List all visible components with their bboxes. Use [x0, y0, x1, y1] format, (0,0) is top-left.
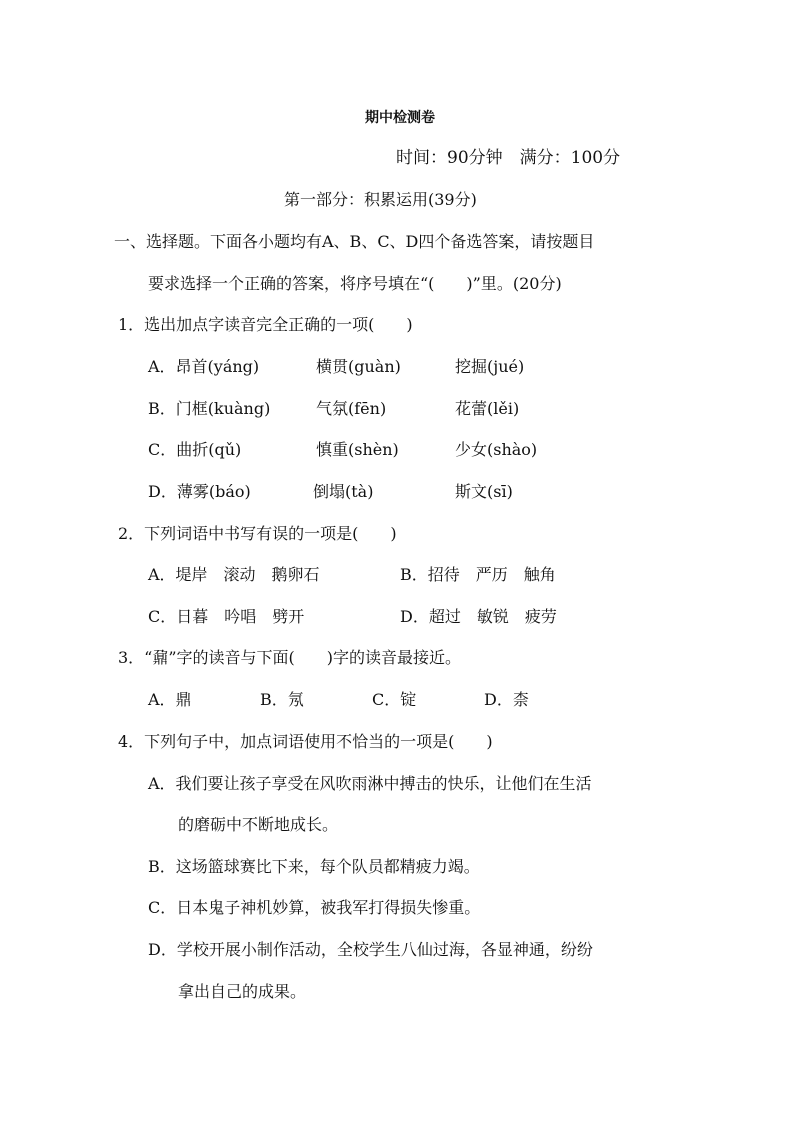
q3-option-c: C．锭: [372, 690, 417, 709]
section-instruction-line1: 一、选择题。下面各小题均有A、B、C、D四个备选答案，请按题目: [114, 232, 595, 251]
page-title: 期中检测卷: [365, 110, 435, 126]
question-3-stem: 3．“鼐”字的读音与下面( )字的读音最接近。: [118, 648, 462, 667]
q2-option-c: C．日暮 吟唱 劈开: [148, 607, 305, 626]
question-2-stem: 2．下列词语中书写有误的一项是( ): [118, 524, 397, 543]
q3-option-a: A．鼎: [148, 690, 192, 709]
q1-option-d-word2: 倒塌(tà): [313, 482, 374, 501]
question-1-stem: 1．选出加点字读音完全正确的一项( ): [118, 315, 413, 334]
section-instruction-line2: 要求选择一个正确的答案，将序号填在“( )”里。(20分): [148, 274, 562, 293]
question-4-stem: 4．下列句子中，加点词语使用不恰当的一项是( ): [118, 732, 493, 751]
q4-option-d-line2: 拿出自己的成果。: [178, 982, 307, 1001]
q1-option-b-word3: 花蕾(lěi): [455, 399, 520, 418]
part-heading: 第一部分：积累运用(39分): [284, 190, 477, 209]
q1-option-c-word3: 少女(shào): [455, 440, 538, 459]
q1-option-b-word2: 气氛(fēn): [316, 399, 387, 418]
q3-option-b: B．氖: [260, 690, 304, 709]
q1-option-d-word3: 斯文(sī): [455, 482, 513, 501]
q1-option-d-word1: D．薄雾(báo): [148, 482, 251, 501]
q1-option-a-word1: A．昂首(yáng): [148, 357, 260, 376]
q1-option-a-word2: 横贯(guàn): [316, 357, 401, 376]
q1-option-b-word1: B．门框(kuàng): [148, 399, 271, 418]
q4-option-a-line2: 的磨砺中不断地成长。: [178, 815, 339, 834]
time-info: 时间：90分钟 满分：100分: [396, 148, 621, 168]
q1-option-a-word3: 挖掘(jué): [455, 357, 525, 376]
q1-option-c-word1: C．曲折(qǔ): [148, 440, 242, 459]
q4-option-c: C．日本鬼子神机妙算，被我军打得损失惨重。: [148, 898, 481, 917]
q2-option-a: A．堤岸 滚动 鹅卵石: [148, 565, 320, 584]
q4-option-a-line1: A．我们要让孩子享受在风吹雨淋中搏击的快乐，让他们在生活: [148, 774, 592, 793]
q4-option-d-line1: D．学校开展小制作活动，全校学生八仙过海，各显神通，纷纷: [148, 940, 593, 959]
q2-option-d: D．超过 敏锐 疲劳: [400, 607, 557, 626]
q3-option-d: D．柰: [484, 690, 529, 709]
q1-option-c-word2: 慎重(shèn): [316, 440, 399, 459]
q4-option-b: B．这场篮球赛比下来，每个队员都精疲力竭。: [148, 857, 480, 876]
q2-option-b: B．招待 严历 触角: [400, 565, 556, 584]
